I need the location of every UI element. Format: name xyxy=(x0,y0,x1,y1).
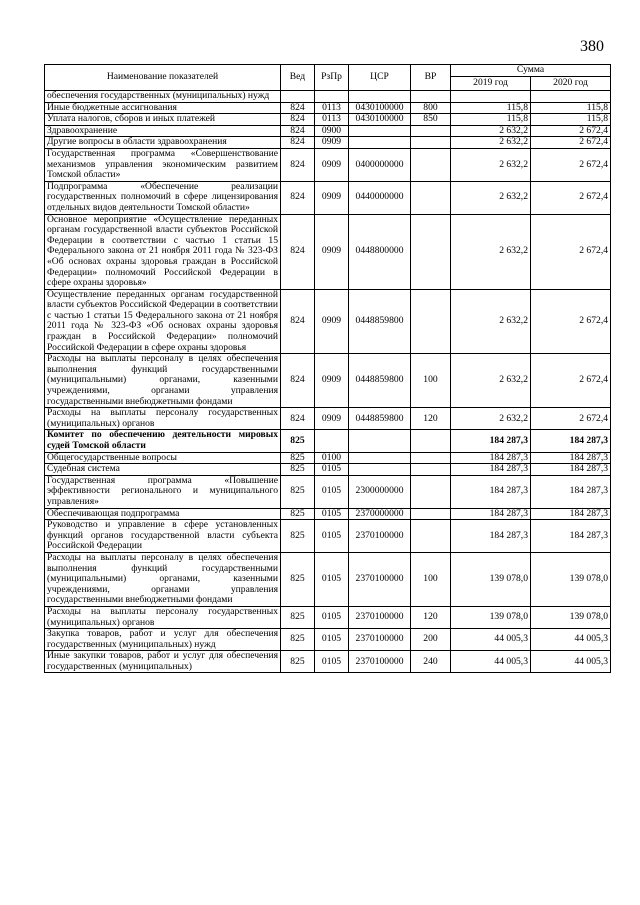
row-vr xyxy=(411,137,451,149)
row-ved: 824 xyxy=(281,148,315,181)
row-name: Судебная система xyxy=(45,464,281,476)
row-rzpr: 0105 xyxy=(315,520,349,553)
row-vr: 120 xyxy=(411,606,451,628)
row-csr xyxy=(349,137,411,149)
row-ved: 825 xyxy=(281,508,315,520)
row-csr: 2300000000 xyxy=(349,475,411,508)
table-row xyxy=(45,125,611,137)
row-vr xyxy=(411,464,451,476)
table-row xyxy=(45,181,611,214)
table-row xyxy=(45,452,611,464)
row-vr xyxy=(411,289,451,354)
row-vr xyxy=(411,430,451,452)
row-amount-2020: 184 287,3 xyxy=(531,520,611,553)
table-row xyxy=(45,289,611,354)
row-amount-2020: 184 287,3 xyxy=(531,430,611,452)
row-ved: 825 xyxy=(281,629,315,651)
row-vr: 240 xyxy=(411,651,451,673)
row-vr: 120 xyxy=(411,408,451,430)
row-ved: 825 xyxy=(281,464,315,476)
row-name: Другие вопросы в области здравоохранения xyxy=(45,137,281,149)
row-csr xyxy=(349,91,411,103)
table-row xyxy=(45,114,611,126)
row-rzpr xyxy=(315,430,349,452)
row-amount-2020: 44 005,3 xyxy=(531,629,611,651)
row-name: Здравоохранение xyxy=(45,125,281,137)
row-amount-2019: 44 005,3 xyxy=(451,651,531,673)
row-vr xyxy=(411,148,451,181)
row-csr xyxy=(349,125,411,137)
row-name: Руководство и управление в сфере установленных функций органов государственной власти субъекта Российской Федерации xyxy=(45,520,281,553)
row-amount-2019: 2 632,2 xyxy=(451,137,531,149)
row-ved: 825 xyxy=(281,475,315,508)
row-ved: 824 xyxy=(281,214,315,289)
row-rzpr: 0909 xyxy=(315,148,349,181)
row-name: обеспечения государственных (муниципальных) нужд xyxy=(45,91,281,103)
header-sum: Сумма xyxy=(451,65,611,77)
row-ved: 824 xyxy=(281,137,315,149)
table-row xyxy=(45,629,611,651)
row-amount-2019: 2 632,2 xyxy=(451,181,531,214)
table-row xyxy=(45,354,611,408)
row-ved: 824 xyxy=(281,114,315,126)
row-rzpr: 0105 xyxy=(315,629,349,651)
row-amount-2020: 2 672,4 xyxy=(531,289,611,354)
table-row xyxy=(45,520,611,553)
row-rzpr: 0909 xyxy=(315,137,349,149)
row-amount-2020: 2 672,4 xyxy=(531,148,611,181)
table-row xyxy=(45,91,611,103)
row-csr: 2370100000 xyxy=(349,552,411,606)
row-csr: 0448859800 xyxy=(349,354,411,408)
row-amount-2019: 184 287,3 xyxy=(451,475,531,508)
row-amount-2020: 2 672,4 xyxy=(531,354,611,408)
row-rzpr: 0105 xyxy=(315,552,349,606)
row-amount-2019: 115,8 xyxy=(451,102,531,114)
row-amount-2020: 115,8 xyxy=(531,102,611,114)
row-name: Расходы на выплаты персоналу государственных (муниципальных) органов xyxy=(45,408,281,430)
row-csr xyxy=(349,464,411,476)
table-row xyxy=(45,102,611,114)
row-csr: 0400000000 xyxy=(349,148,411,181)
row-vr xyxy=(411,508,451,520)
row-csr xyxy=(349,452,411,464)
row-amount-2019: 44 005,3 xyxy=(451,629,531,651)
row-csr: 2370000000 xyxy=(349,508,411,520)
row-amount-2020: 184 287,3 xyxy=(531,464,611,476)
row-amount-2020: 184 287,3 xyxy=(531,508,611,520)
row-vr xyxy=(411,91,451,103)
table-header xyxy=(45,65,611,91)
row-csr: 2370100000 xyxy=(349,629,411,651)
row-name: Комитет по обеспечению деятельности мировых судей Томской области xyxy=(45,430,281,452)
row-amount-2019: 184 287,3 xyxy=(451,452,531,464)
row-rzpr: 0105 xyxy=(315,464,349,476)
row-csr: 2370100000 xyxy=(349,520,411,553)
row-csr: 0448859800 xyxy=(349,408,411,430)
header-rzpr: РзПр xyxy=(315,65,349,91)
row-name: Обеспечивающая подпрограмма xyxy=(45,508,281,520)
budget-table xyxy=(44,64,611,673)
row-amount-2020: 184 287,3 xyxy=(531,452,611,464)
row-rzpr: 0113 xyxy=(315,114,349,126)
row-name: Основное мероприятие «Осуществление переданных органам государственной власти субъектов Российской Федерации в соответствии с частью 1 статьи 15 Федерального закона от 21 ноября 2011 года № 323-ФЗ «Об основах охраны здоровья граждан в Российской Федерации» полномочий Российской Федерации в сфере охраны здоровья» xyxy=(45,214,281,289)
header-vr: ВР xyxy=(411,65,451,91)
row-csr: 0448859800 xyxy=(349,289,411,354)
row-ved: 825 xyxy=(281,552,315,606)
row-amount-2020: 44 005,3 xyxy=(531,651,611,673)
row-ved: 825 xyxy=(281,606,315,628)
row-vr xyxy=(411,125,451,137)
row-amount-2020: 2 672,4 xyxy=(531,137,611,149)
row-name: Закупка товаров, работ и услуг для обеспечения государственных (муниципальных) нужд xyxy=(45,629,281,651)
row-ved: 825 xyxy=(281,452,315,464)
table-row xyxy=(45,552,611,606)
table-row xyxy=(45,475,611,508)
row-name: Подпрограмма «Обеспечение реализации государственных полномочий в сфере лицензирования отдельных видов деятельности Томской области» xyxy=(45,181,281,214)
row-rzpr: 0909 xyxy=(315,181,349,214)
row-amount-2019 xyxy=(451,91,531,103)
row-amount-2020: 2 672,4 xyxy=(531,408,611,430)
table-row xyxy=(45,214,611,289)
row-amount-2019: 2 632,2 xyxy=(451,148,531,181)
row-amount-2019: 2 632,2 xyxy=(451,214,531,289)
row-ved: 824 xyxy=(281,289,315,354)
table-row xyxy=(45,606,611,628)
row-vr: 800 xyxy=(411,102,451,114)
row-amount-2019: 2 632,2 xyxy=(451,125,531,137)
table-row xyxy=(45,408,611,430)
row-csr: 2370100000 xyxy=(349,606,411,628)
header-name: Наименование показателей xyxy=(45,65,281,91)
row-vr xyxy=(411,181,451,214)
row-amount-2019: 2 632,2 xyxy=(451,408,531,430)
row-amount-2020: 115,8 xyxy=(531,114,611,126)
row-ved: 824 xyxy=(281,408,315,430)
row-rzpr: 0105 xyxy=(315,475,349,508)
row-amount-2020: 139 078,0 xyxy=(531,606,611,628)
table-row xyxy=(45,508,611,520)
row-rzpr: 0105 xyxy=(315,606,349,628)
row-rzpr: 0105 xyxy=(315,651,349,673)
row-amount-2020: 2 672,4 xyxy=(531,214,611,289)
row-name: Расходы на выплаты персоналу государственных (муниципальных) органов xyxy=(45,606,281,628)
row-vr xyxy=(411,520,451,553)
row-vr xyxy=(411,475,451,508)
table-row xyxy=(45,137,611,149)
table-row xyxy=(45,651,611,673)
row-ved: 825 xyxy=(281,430,315,452)
row-ved xyxy=(281,91,315,103)
row-rzpr: 0909 xyxy=(315,289,349,354)
row-amount-2020: 2 672,4 xyxy=(531,125,611,137)
row-name: Иные закупки товаров, работ и услуг для обеспечения государственных (муниципальных) xyxy=(45,651,281,673)
row-vr: 100 xyxy=(411,354,451,408)
row-csr: 0430100000 xyxy=(349,102,411,114)
row-name: Общегосударственные вопросы xyxy=(45,452,281,464)
row-amount-2019: 184 287,3 xyxy=(451,430,531,452)
row-vr: 200 xyxy=(411,629,451,651)
row-rzpr: 0909 xyxy=(315,408,349,430)
row-csr: 0430100000 xyxy=(349,114,411,126)
row-vr: 100 xyxy=(411,552,451,606)
row-rzpr: 0105 xyxy=(315,508,349,520)
row-csr xyxy=(349,430,411,452)
row-amount-2019: 139 078,0 xyxy=(451,606,531,628)
row-ved: 824 xyxy=(281,354,315,408)
row-name: Осуществление переданных органам государственной власти субъектов Российской Федерации в соответствии с частью 1 статьи 15 Федерального закона от 21 ноября 2011 года № 323-ФЗ «Об основах охраны здоровья граждан в Российской Федерации» полномочий Российской Федерации в сфере охраны здоровья xyxy=(45,289,281,354)
row-amount-2020: 139 078,0 xyxy=(531,552,611,606)
header-ved: Вед xyxy=(281,65,315,91)
row-name: Государственная программа «Повышение эффективности регионального и муниципального управления» xyxy=(45,475,281,508)
table-row xyxy=(45,464,611,476)
row-name: Расходы на выплаты персоналу в целях обеспечения выполнения функций государственными (муниципальными) органами, казенными учреждениями, органами управления государственными внебюджетными фондами xyxy=(45,354,281,408)
table-body xyxy=(45,91,611,673)
row-csr: 2370100000 xyxy=(349,651,411,673)
row-amount-2020 xyxy=(531,91,611,103)
row-rzpr: 0909 xyxy=(315,354,349,408)
row-csr: 0448800000 xyxy=(349,214,411,289)
row-amount-2019: 184 287,3 xyxy=(451,520,531,553)
table-row xyxy=(45,430,611,452)
header-csr: ЦСР xyxy=(349,65,411,91)
row-ved: 825 xyxy=(281,651,315,673)
row-csr: 0440000000 xyxy=(349,181,411,214)
row-rzpr: 0113 xyxy=(315,102,349,114)
row-ved: 825 xyxy=(281,520,315,553)
row-amount-2020: 184 287,3 xyxy=(531,475,611,508)
row-ved: 824 xyxy=(281,102,315,114)
row-ved: 824 xyxy=(281,125,315,137)
row-amount-2019: 139 078,0 xyxy=(451,552,531,606)
row-name: Иные бюджетные ассигнования xyxy=(45,102,281,114)
table-row xyxy=(45,148,611,181)
row-vr xyxy=(411,452,451,464)
row-rzpr: 0100 xyxy=(315,452,349,464)
row-rzpr xyxy=(315,91,349,103)
header-2020: 2020 год xyxy=(531,77,611,91)
row-amount-2019: 184 287,3 xyxy=(451,508,531,520)
row-rzpr: 0909 xyxy=(315,214,349,289)
row-name: Уплата налогов, сборов и иных платежей xyxy=(45,114,281,126)
row-amount-2019: 2 632,2 xyxy=(451,354,531,408)
row-vr: 850 xyxy=(411,114,451,126)
row-vr xyxy=(411,214,451,289)
row-amount-2019: 115,8 xyxy=(451,114,531,126)
row-ved: 824 xyxy=(281,181,315,214)
row-name: Расходы на выплаты персоналу в целях обеспечения выполнения функций государственными (муниципальными) органами, казенными учреждениями, органами управления государственными внебюджетными фондами xyxy=(45,552,281,606)
row-name: Государственная программа «Совершенствование механизмов управления экономическим развитием Томской области» xyxy=(45,148,281,181)
row-amount-2019: 184 287,3 xyxy=(451,464,531,476)
row-amount-2019: 2 632,2 xyxy=(451,289,531,354)
row-rzpr: 0900 xyxy=(315,125,349,137)
header-2019: 2019 год xyxy=(451,77,531,91)
page-number: 380 xyxy=(580,38,604,55)
row-amount-2020: 2 672,4 xyxy=(531,181,611,214)
